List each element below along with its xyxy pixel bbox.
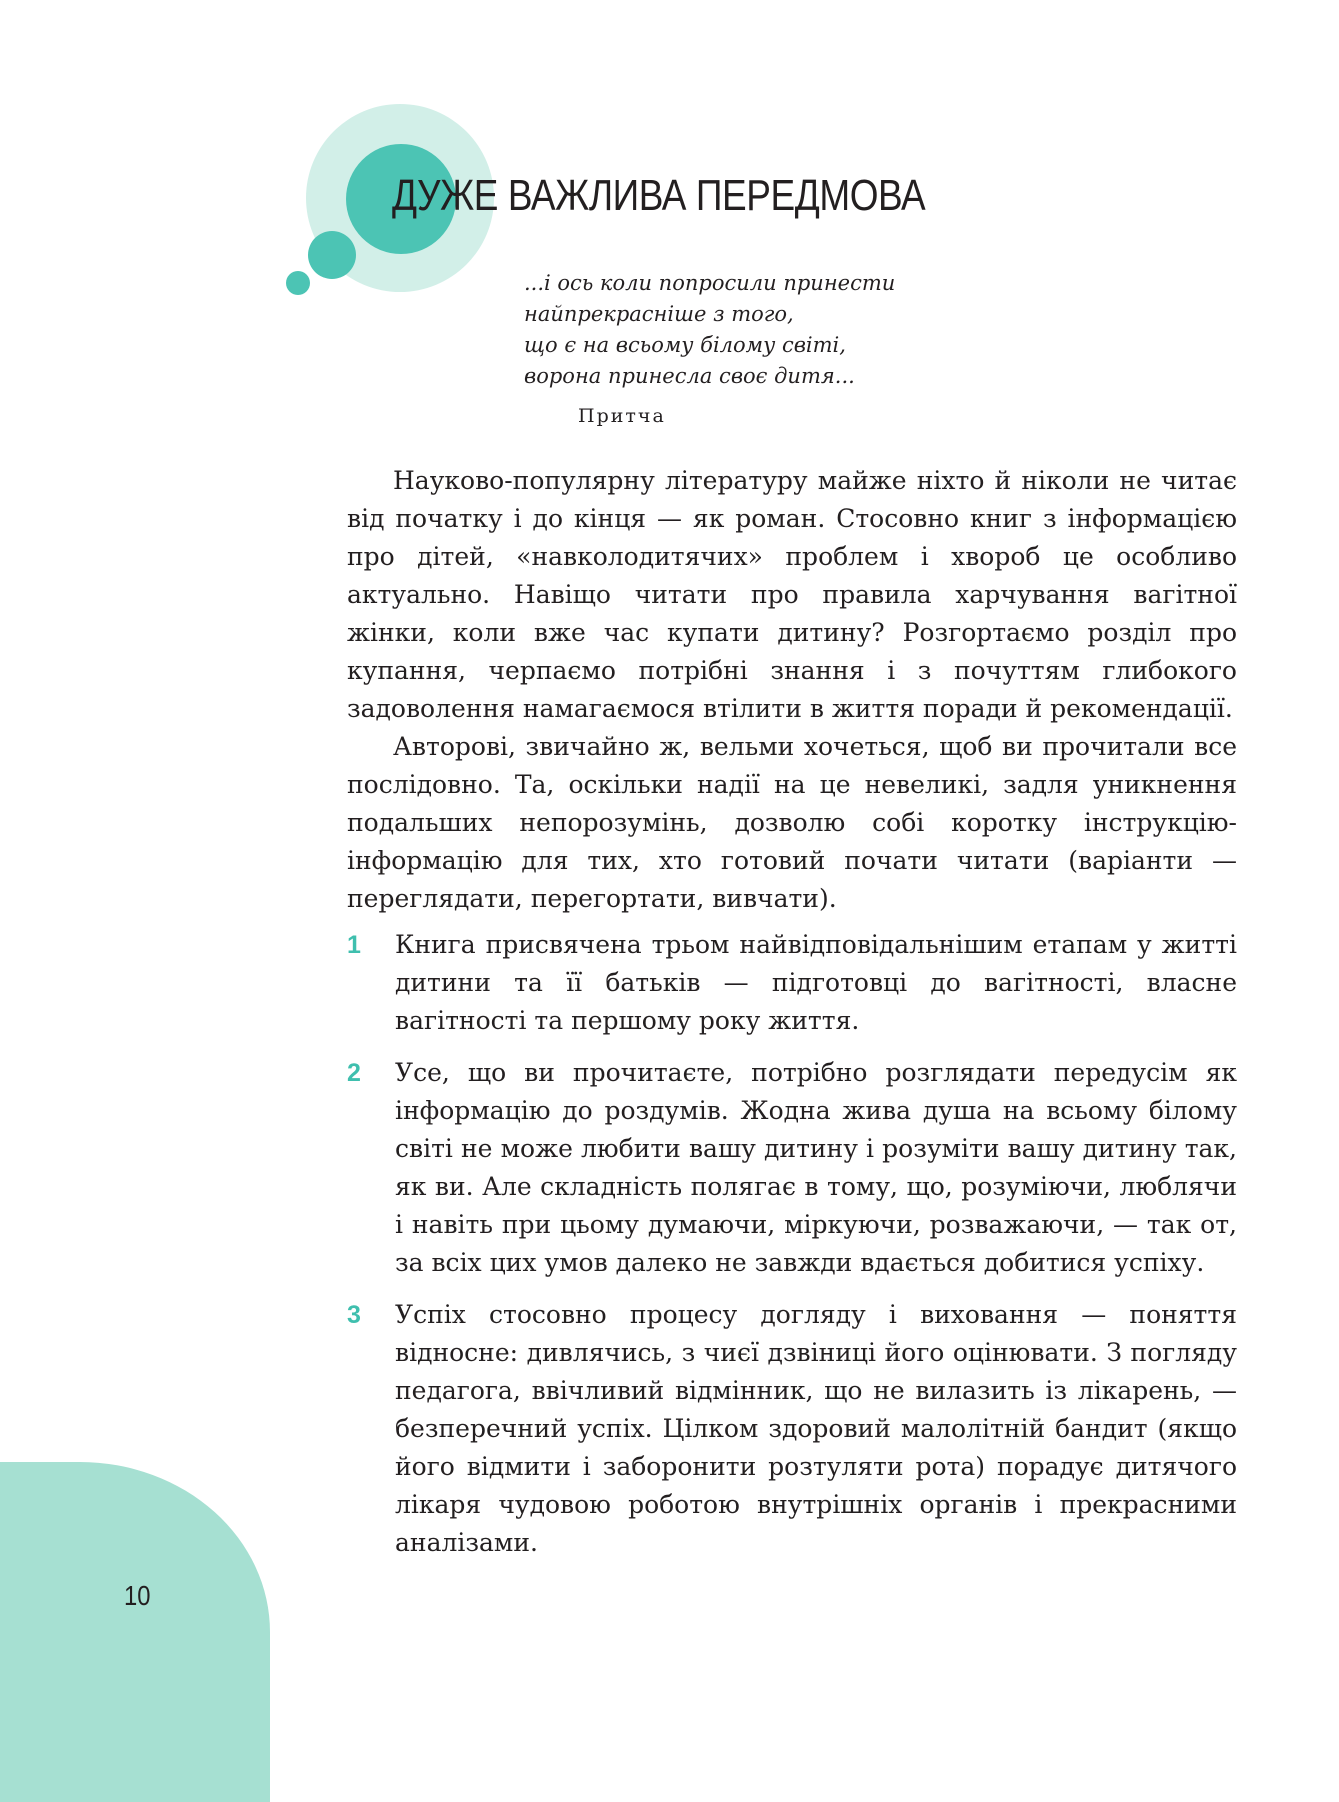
page-number: 10 bbox=[124, 1580, 151, 1611]
list-item-text: Успіх стосовно процесу догляду і виховання — поняття відносне: дивлячись, з чиєї дзвіниці його оцінювати. З погляду педагога, ввічливий відмінник, що не вилазить із лікарень, — безперечний успіх. Цілком здоровий малолітній бандит (якщо його відмити і заборонити розтуляти рота) порадує дитячого лікаря чудовою роботою внутрішніх органів і прекрасними аналізами. bbox=[395, 1300, 1237, 1557]
list-item-text: Усе, що ви прочитаєте, потрібно розглядати передусім як інформацію до роздумів. Жодна жива душа на всьому білому світі не може любити вашу дитину і розуміти вашу дитину так, як ви. Але складність полягає в тому, що, розуміючи, люблячи і навіть при цьому думаючи, міркуючи, розважаючи, — так от, за всіх цих умов далеко не завжди вдається добитися успіху. bbox=[395, 1058, 1237, 1277]
list-item-number: 3 bbox=[347, 1301, 361, 1329]
list-item bbox=[347, 1054, 1237, 1282]
paragraph: Авторові, звичайно ж, вельми хочеться, щоб ви прочитали все послідовно. Та, оскільки надії на це невеликі, задля уникнення подальших непорозумінь, дозволю собі коротку інструкцію-інформацію для тих, хто готовий почати читати (варіанти — переглядати, перегортати, вивчати). bbox=[347, 732, 1237, 913]
chapter-title: ДУЖЕ ВАЖЛИВА ПЕРЕДМОВА bbox=[392, 171, 926, 220]
paragraph: Науково-популярну літературу майже ніхто й ніколи не читає від початку і до кінця — як роман. Стосовно книг з інформацією про дітей, «навколодитячих» проблем і хвороб це особливо актуально. Навіщо читати про правила харчування вагітної жінки, коли вже час купати дитину? Розгортаємо розділ про купання, черпаємо потрібні знання і з почуттям глибокого задоволення намагаємося втілити в життя поради й рекомендації. bbox=[347, 466, 1237, 723]
decorative-tiny-circle bbox=[286, 271, 310, 295]
body-text bbox=[347, 462, 1237, 1576]
epigraph bbox=[524, 268, 895, 392]
epigraph-line: що є на всьому білому світі, bbox=[524, 333, 846, 357]
epigraph-line: ...і ось коли попросили принести bbox=[524, 271, 896, 295]
list-item bbox=[347, 1296, 1237, 1562]
epigraph-source: Притча bbox=[578, 405, 666, 427]
list-item-number: 1 bbox=[347, 931, 361, 959]
list-item bbox=[347, 926, 1237, 1040]
numbered-list bbox=[347, 926, 1237, 1562]
list-item-text: Книга присвячена трьом найвідповідальнішим етапам у житті дитини та її батьків — підготовці до вагітності, власне вагітності та першому року життя. bbox=[395, 930, 1237, 1035]
corner-decoration bbox=[0, 1462, 270, 1802]
list-item-number: 2 bbox=[347, 1059, 361, 1087]
epigraph-line: найпрекрасніше з того, bbox=[524, 302, 794, 326]
epigraph-line: ворона принесла своє дитя... bbox=[524, 364, 855, 388]
decorative-small-circle bbox=[308, 231, 356, 279]
